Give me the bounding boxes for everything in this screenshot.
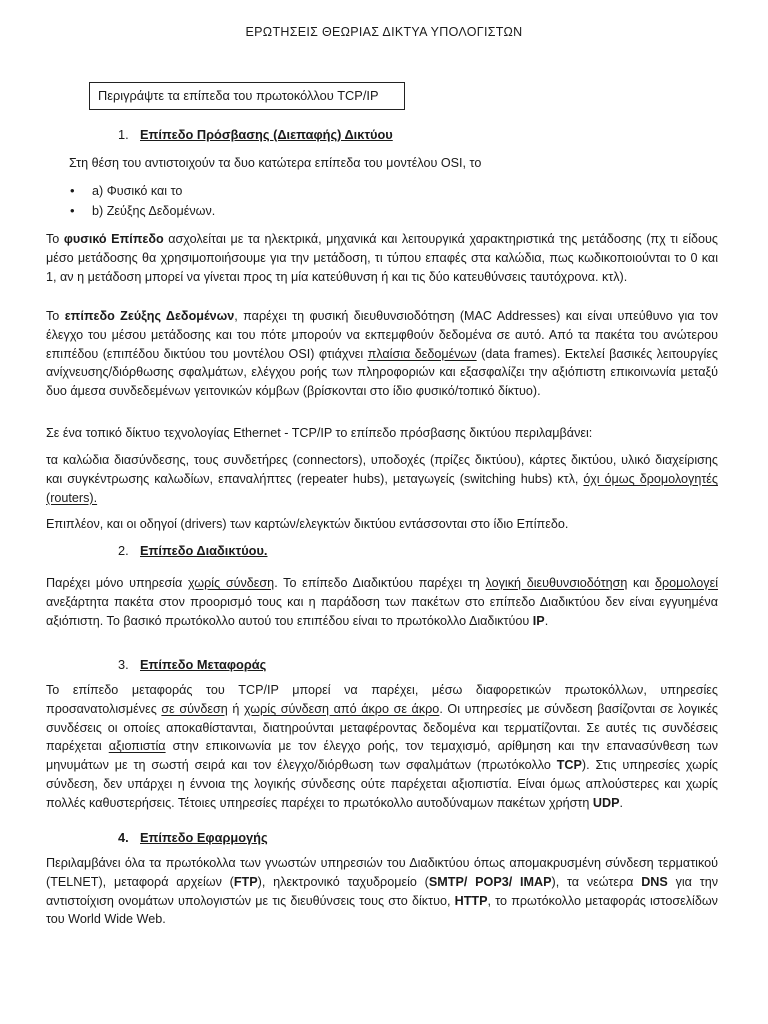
section-4-title: Επίπεδο Εφαρμογής (140, 830, 268, 845)
text-run: ), τα νεώτερα (551, 874, 642, 889)
logical-addressing-term: λογική διευθυνσιοδότηση (485, 576, 628, 590)
bullet-icon: • (70, 203, 75, 218)
dns-term: DNS (641, 874, 668, 889)
http-term: HTTP (454, 893, 488, 908)
section-3-heading (118, 657, 266, 672)
ftp-term: FTP (233, 874, 258, 889)
ip-term: IP (532, 613, 545, 628)
text-run: . (619, 795, 624, 810)
text-run: Περιλαμβάνει όλα τα πρωτόκολλα των γνωστών υπηρεσιών του Διαδικτύου όπως απομακρυσμένη σύνδεση τερματικού (TELNET), μεταφορά αρχείων ( (46, 856, 718, 889)
text-run: για την αντιστοίχιση ονομάτων υπολογιστών με τις διευθύνσεις τους στο δίκτυο, (46, 874, 718, 908)
application-layer-paragraph (46, 854, 718, 929)
section-1-intro: Στη θέση του αντιστοιχούν τα δυο κατώτερα επίπεδα του μοντέλου OSI, το (69, 156, 482, 170)
end-to-end-term: χωρίς σύνδεση από άκρο σε άκρο (243, 701, 440, 716)
data-link-term: επίπεδο Ζεύξης Δεδομένων (64, 309, 235, 323)
routers-note: όχι όμως δρομολογητές (routers). (46, 471, 718, 505)
ethernet-paragraph: Σε ένα τοπικό δίκτυο τεχνολογίας Ethernet - TCP/IP το επίπεδο πρόσβασης δικτύου περιλαμβάνει: (46, 426, 593, 440)
section-1-title: Επίπεδο Πρόσβασης (Διεπαφής) Δικτύου (140, 127, 393, 142)
reliability-term: αξιοπιστία (108, 739, 166, 754)
section-4-heading (118, 830, 268, 845)
text-run: . Το επίπεδο Διαδικτύου παρέχει τη (274, 576, 486, 590)
routing-term: δρομολογεί (654, 576, 718, 590)
question-box: Περιγράψτε τα επίπεδα του πρωτοκόλλου TCP/IP (89, 82, 405, 110)
physical-layer-paragraph (46, 230, 718, 286)
text-run: Παρέχει μόνο υπηρεσία (46, 576, 188, 590)
drivers-paragraph: Επιπλέον, και οι οδηγοί (drivers) των καρτών/ελεγκτών δικτύου εντάσσονται στο ίδιο Επίπεδο. (46, 517, 569, 531)
document-title: ΕΡΩΤΗΣΕΙΣ ΘΕΩΡΙΑΣ ΔΙΚΤΥΑ ΥΠΟΛΟΓΙΣΤΩΝ (245, 25, 523, 39)
physical-layer-term: φυσικό Επίπεδο (63, 232, 164, 246)
mail-protocols-term: SMTP/ POP3/ IMAP (428, 874, 552, 889)
udp-term: UDP (592, 795, 620, 810)
components-paragraph (46, 451, 718, 507)
bullet-item (70, 183, 182, 198)
section-1-number: 1. (118, 127, 129, 142)
text-run: ). Στις υπηρεσίες χωρίς σύνδεση, δεν υπάρχει η έννοια της λογικής σύνδεσης ούτε παρέχεται αξιοπιστία. Είναι όμως απλούστερες και χωρίς πολλές καθυστερήσεις. Τέτοιες υπηρεσίες παρέχει το πρωτόκολλο αυτοδύναμων πακέτων χρήστη (46, 758, 718, 810)
text-run: (data frames). Εκτελεί βασικές λειτουργίες ανίχνευσης/διόρθωσης σφαλμάτων, ελέγχου ροής των πληροφοριών και εξασφαλίζει την αξιόπιστη επικοινωνία μεταξύ δυο άμεσα συνδεδεμένων γειτονικών κόμβων (βρίσκονται στο ίδιο φυσικό/τοπικό δίκτυο). (46, 346, 718, 399)
bullet-text: a) Φυσικό και το (92, 184, 183, 198)
text-run: ), ηλεκτρονικό ταχυδρομείο ( (257, 874, 429, 889)
connection-oriented-term: σε σύνδεση (161, 701, 228, 716)
text-run: Το (46, 232, 64, 246)
section-3-title: Επίπεδο Μεταφοράς (140, 657, 267, 672)
text-run: ασχολείται με τα ηλεκτρικά, μηχανικά και λειτουργικά χαρακτηριστικά της μετάδοσης (πχ τι είδους μέσο μετάδοσης θα χρησιμοποιήσουμε για την μετάδοση, τι τύπου επαφές στα καλώδια, πως κωδικοποιούνται το 0 και 1, αν η μετάδοση μπορεί να γίνεται προς τη μία κατεύθυνση ή και τις δύο κατευθύνσεις ταυτόχρονα. κτλ). (46, 232, 718, 284)
section-2-number: 2. (118, 543, 129, 558)
text-run: ανεξάρτητα πακέτα στον προορισμό τους και η παράδοση των πακέτων στο επίπεδο Διαδικτύου δεν είναι εγγυημένα αξιόπιστη. Το βασικό πρωτόκολλο αυτού του επιπέδου είναι το πρωτόκολλο Διαδικτύου (46, 594, 718, 628)
text-run: Το επίπεδο μεταφοράς του TCP/IP μπορεί να παρέχει, μέσω διαφορετικών πρωτοκόλλων, υπηρεσίες προσανατολισμένες (46, 683, 718, 716)
text-run: . Οι υπηρεσίες με σύνδεση βασίζονται σε λογικές συνδέσεις οι οποίες αποκαθίστανται, διατηρούνται μεταφέροντας δεδομένα και τερματίζονται. Σε αυτές τις συνδέσεις παρέχεται (46, 701, 719, 754)
section-4-number: 4. (118, 830, 129, 845)
bullet-icon: • (70, 183, 75, 198)
bullet-item (70, 203, 215, 218)
transport-layer-paragraph (46, 681, 718, 813)
connectionless-term: χωρίς σύνδεση (188, 576, 275, 590)
section-1-heading (118, 127, 393, 142)
text-run: , το πρωτόκολλο μεταφοράς ιστοσελίδων του World Wide Web. (46, 893, 718, 927)
tcp-term: TCP (556, 758, 582, 773)
data-link-paragraph (46, 307, 718, 401)
text-run: . (544, 613, 549, 628)
text-run: , παρέχει τη φυσική διευθυνσιοδότηση (MAC Addresses) και είναι υπεύθυνο για τον έλεγχο του μέσου μετάδοσης και του πότε μπορούν να εκπεμφθούν δεδομένα σε αυτό. Από τα πακέτα του ανώτερου επιπέδου (επιπέδου δικτύου του μοντέλου OSI) φτιάχνει (46, 309, 719, 361)
text-run: στην επικοινωνία με τον έλεγχο ροής, τον τεμαχισμό, αρίθμηση και την επανασύνθεση των μηνυμάτων με τη σωστή σειρά και τον έλεγχο/διόρθωση των σφαλμάτων (πρωτόκολλο (46, 739, 718, 773)
data-frames-term: πλαίσια δεδομένων (367, 346, 477, 361)
text-run: ή (227, 701, 244, 716)
section-2-heading (118, 543, 267, 558)
text-run: τα καλώδια διασύνδεσης, τους συνδετήρες (connectors), υποδοχές (πρίζες δικτύου), κάρτες δικτύου, υλικό διαχείρισης και συγκέντρωσης καλωδίων, επαναλήπτες (repeater hubs), μεταγωγείς (switching hubs) κτλ, (46, 453, 718, 486)
section-3-number: 3. (118, 657, 129, 672)
bullet-text: b) Ζεύξης Δεδομένων. (92, 204, 216, 218)
section-2-title: Επίπεδο Διαδικτύου. (140, 543, 268, 558)
text-run: και (627, 576, 655, 590)
internet-layer-paragraph (46, 574, 718, 630)
text-run: Το (46, 309, 65, 323)
